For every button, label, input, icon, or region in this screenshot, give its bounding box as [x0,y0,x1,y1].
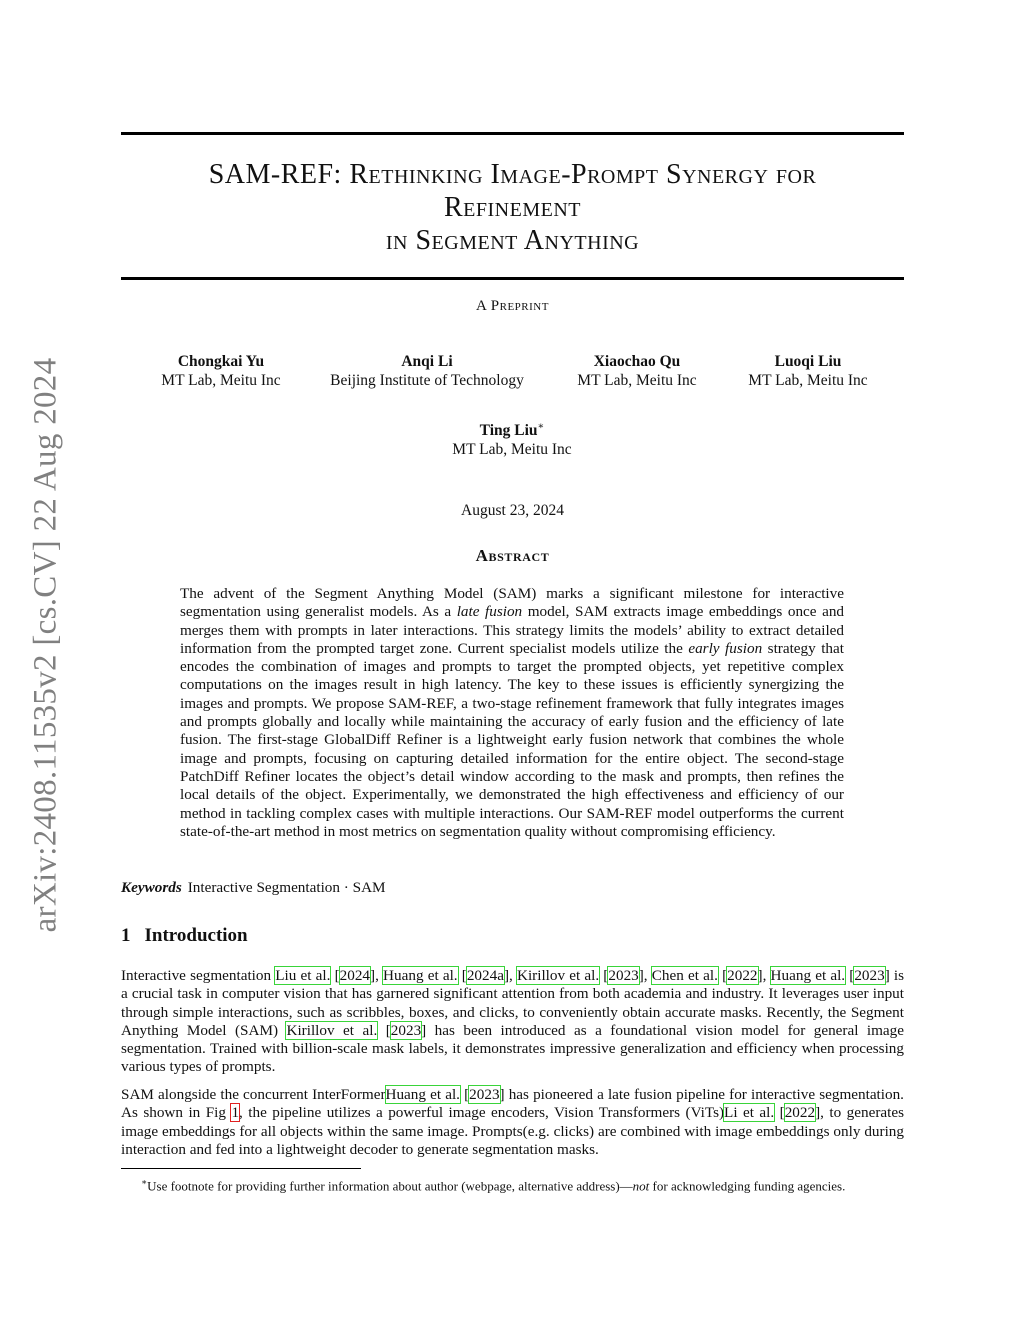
citation-link[interactable]: Huang et al. [770,967,846,984]
citation-link[interactable]: 2024a [466,967,504,984]
author-affiliation: MT Lab, Meitu Inc [161,372,281,389]
section-number: 1 [121,925,131,946]
author-block [452,417,571,459]
title-line-1: SAM-REF: Rethinking Image-Prompt Synergy for [208,159,817,190]
author-name: Ting Liu∗ [479,421,545,440]
citation-link[interactable]: 2023 [608,967,639,984]
citation-link[interactable]: Huang et al. [385,1086,460,1103]
keywords [121,879,386,897]
citation-link[interactable]: Liu et al. [275,967,331,984]
footnote: ∗Use footnote for providing further information about author (webpage, alternative address)—not for acknowledging funding agencies. [141,1177,846,1194]
footnote-divider [121,1168,361,1169]
author-block [577,352,696,390]
citation-link[interactable]: 2022 [784,1104,816,1122]
author-affiliation: MT Lab, Meitu Inc [577,372,697,389]
section-heading [121,925,248,947]
author-affiliation: MT Lab, Meitu Inc [452,441,572,459]
paper-title [121,158,904,257]
title-rule-top [121,132,904,135]
citation-link[interactable]: Kirillov et al. [516,967,600,984]
footnote-marker[interactable]: ∗ [537,421,545,432]
figure-ref-link[interactable]: 1 [231,1104,240,1122]
abstract-body: The advent of the Segment Anything Model (SAM) marks a significant milestone for interactive segmentation using generalist models. As a late fusion model, SAM extracts image embeddings once and merges them with prompts in later interactions. This strategy limits the models’ ability to extract detailed information from the prompted target zone. Current specialist models utilize the early fusion strategy that encodes the combination of images and prompts to target the prompted objects, yet repetitive complex computations on the images result in high latency. The key to these issues is efficiently synergizing the images and prompts. We propose SAM-REF, a two-stage refinement framework that fully integrates images and prompts globally and locally while maintaining the accuracy of early fusion and the efficiency of late fusion. The first-stage GlobalDiff Refiner is a lightweight early fusion network that combines the whole image and prompts, focusing on capturing detailed information for the entire object. The second-stage PatchDiff Refiner locates the object’s detail window according to the mask and prompts, then refines the local details of the object. Experimentally, we demonstrated the high effectiveness and efficiency of our method in tackling complex cases with multiple interactions. Our SAM-REF model outperforms the current state-of-the-art method in most metrics on segmentation quality without compromising efficiency. [180,585,845,840]
author-block [748,352,867,390]
intro-paragraph-2: SAM alongside the concurrent InterFormerHuang et al. [2023] has pioneered a late fusion pipeline for interactive segmentation. As shown in Fig 1, the pipeline utilizes a powerful image encoders, Vision Transformers (ViTs)Li et al. [2022], to generates image embeddings for all objects within the same image. Prompts(e.g. clicks) are combined with image embeddings only during interaction and fed into a lightweight decoder to generate segmentation masks. [121,1086,904,1158]
author-affiliation: Beijing Institute of Technology [330,372,524,389]
abstract-heading: Abstract [475,546,550,565]
citation-link[interactable]: 2023 [390,1021,422,1039]
section-title: Introduction [144,925,248,946]
citation-link[interactable]: Li et al. [724,1104,775,1122]
author-name: Chongkai Yu [177,353,265,370]
citation-link[interactable]: 2023 [854,967,885,984]
title-line-3: in Segment Anything [385,225,640,256]
citation-link[interactable]: Huang et al. [383,967,458,984]
arxiv-stamp-text: arXiv:2408.11535v2 [cs.CV] 22 Aug 2024 [27,357,64,933]
author-name: Anqi Li [401,353,453,370]
author-block [330,352,524,390]
author-affiliation: MT Lab, Meitu Inc [748,372,868,389]
citation-link[interactable]: Chen et al. [651,967,718,984]
intro-paragraph-1: Interactive segmentation Liu et al. [2024], Huang et al. [2024a], Kirillov et al. [2023], Chen et al. [2022], Huang et al. [2023] is a crucial task in computer vision that has garnered significant attention from both academia and industry. It leverages user input through simple interactions, such as scribbles, boxes, and clicks, to conveniently obtain accurate masks. Recently, the Segment Anything Model (SAM) Kirillov et al. [2023] has been introduced as a foundational vision model for general image segmentation. Trained with billion-scale mask labels, it demonstrates impressive generalization and efficiency when processing various types of prompts. [121,967,905,1076]
paper-date: August 23, 2024 [461,502,564,519]
author-block [161,352,280,390]
citation-link[interactable]: 2023 [469,1086,500,1103]
citation-link[interactable]: 2024 [339,967,371,984]
citation-link[interactable]: 2022 [727,967,758,984]
title-rule-bottom [121,277,904,280]
author-name: Luoqi Liu [774,353,842,370]
footnote-marker: ∗ [141,1177,148,1187]
citation-link[interactable]: Kirillov et al. [286,1021,378,1039]
author-name: Xiaochao Qu [593,353,681,370]
preprint-label: A Preprint [476,298,549,314]
keywords-label: Keywords [121,879,182,896]
title-line-2: Refinement [444,192,581,223]
keywords-text: Interactive Segmentation · SAM [187,879,386,896]
